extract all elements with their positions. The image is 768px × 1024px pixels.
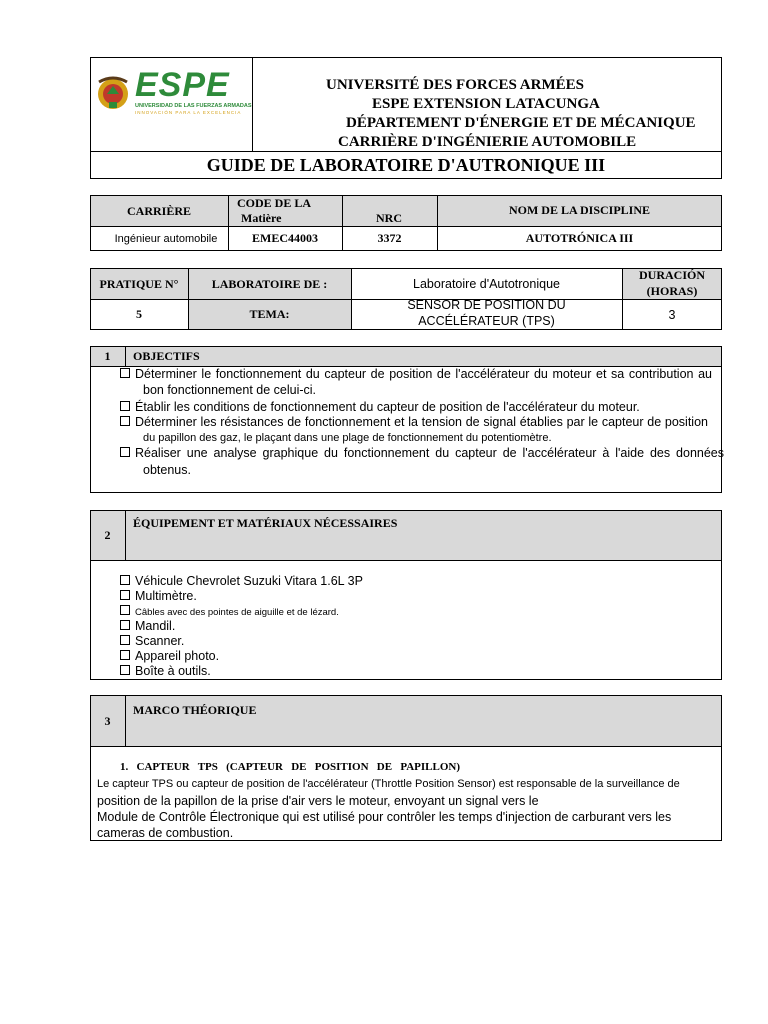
- equipment-item: [120, 634, 184, 649]
- discipline-header: NOM DE LA DISCIPLINE: [508, 202, 651, 217]
- code-value: EMEC44003: [252, 231, 318, 245]
- equipment-text: Véhicule Chevrolet Suzuki Vitara 1.6L 3P: [135, 574, 363, 588]
- tema-label: TEMA:: [249, 307, 290, 321]
- objective-text: Déterminer le fonctionnement du capteur de position de l'accélérateur du moteur et sa contribution au: [135, 367, 712, 381]
- equipment-text: Scanner.: [135, 634, 185, 648]
- tema-value-line2: ACCÉLÉRATEUR (TPS): [418, 314, 555, 328]
- pratique-value: 5: [136, 307, 142, 321]
- section-3-number: 3: [104, 713, 111, 728]
- code-header-line2: Matière: [241, 211, 282, 225]
- objective-text: Réaliser une analyse graphique du fonctionnement du capteur de l'accélérateur à l'aide des données: [135, 446, 724, 460]
- equipment-text: Appareil photo.: [135, 649, 220, 663]
- guide-title: GUIDE DE LABORATOIRE D'AUTRONIQUE III: [206, 155, 606, 175]
- objective-item: [120, 400, 640, 415]
- tema-value-line1: SENSOR DE POSITION DU: [407, 298, 566, 312]
- duracion-label-line2: (HORAS): [646, 284, 698, 298]
- section-3-title: MARCO THÉORIQUE: [133, 703, 257, 717]
- marco-paragraph-line: Le capteur TPS ou capteur de position de l'accélérateur (Throttle Position Sensor) est responsable de la surveillance de: [97, 778, 680, 790]
- nrc-header: NRC: [376, 211, 402, 225]
- header-divider: [252, 57, 253, 151]
- laboratoire-label: LABORATOIRE DE :: [211, 276, 328, 291]
- section-equipement-rule: [90, 560, 722, 561]
- checkbox-icon: [120, 590, 130, 600]
- section-marco-divider: [125, 695, 126, 746]
- marco-paragraph-line: cameras de combustion.: [97, 826, 234, 840]
- duracion-value: 3: [668, 307, 676, 322]
- equipment-item: [120, 574, 363, 589]
- marco-paragraph-line: position de la papillon de la prise d'air vers le moteur, envoyant un signal vers le: [97, 794, 539, 808]
- objective-text: Établir les conditions de fonctionnement du capteur de position de l'accélérateur du moteur.: [135, 400, 640, 414]
- checkbox-icon: [120, 368, 130, 378]
- espe-seal-icon: [93, 72, 133, 112]
- objective-item: [120, 415, 708, 430]
- objective-text: Déterminer les résistances de fonctionnement et la tension de signal établies par le capteur de position: [135, 415, 708, 429]
- duracion-label-line1: DURACIÓN: [639, 268, 705, 282]
- objective-item: [120, 446, 724, 461]
- equipment-item: [120, 589, 197, 604]
- checkbox-icon: [120, 605, 130, 615]
- marco-paragraph-line: Module de Contrôle Électronique qui est utilisé pour contrôler les temps d'injection de carburant vers les: [97, 810, 672, 824]
- equipment-text: Mandil.: [135, 619, 176, 633]
- logo-tagline: INNOVACIÓN PARA LA EXCELENCIA: [135, 110, 242, 115]
- equipment-item: [120, 605, 339, 620]
- checkbox-icon: [120, 620, 130, 630]
- pratique-label: PRATIQUE N°: [99, 276, 179, 291]
- code-header-line1: CODE DE LA: [237, 196, 312, 210]
- objective-item-continued: obtenus.: [143, 463, 191, 477]
- objective-item-continued: bon fonctionnement de celui-ci.: [143, 383, 317, 397]
- checkbox-icon: [120, 401, 130, 411]
- marco-subheading: 1. CAPTEUR TPS (CAPTEUR DE POSITION DE PAPILLON): [120, 761, 461, 773]
- objective-item-continued: du papillon des gaz, le plaçant dans une plage de fonctionnement du potentiomètre.: [143, 432, 552, 444]
- logo-brand: ESPE: [135, 66, 230, 104]
- equipment-item: [120, 649, 219, 664]
- carriere-value: Ingénieur automobile: [114, 232, 218, 245]
- espe-logo: [93, 66, 252, 118]
- checkbox-icon: [120, 416, 130, 426]
- header-university: UNIVERSITÉ DES FORCES ARMÉES: [326, 77, 584, 93]
- section-equipement-divider: [125, 510, 126, 560]
- carriere-header: CARRIÈRE: [126, 203, 191, 218]
- checkbox-icon: [120, 635, 130, 645]
- equipment-item: [120, 619, 175, 634]
- equipment-text: Câbles avec des pointes de aiguille et de lézard.: [135, 607, 339, 618]
- section-1-title: OBJECTIFS: [133, 349, 200, 363]
- checkbox-icon: [120, 650, 130, 660]
- checkbox-icon: [120, 447, 130, 457]
- logo-subtitle: UNIVERSIDAD DE LAS FUERZAS ARMADAS: [135, 103, 252, 109]
- section-2-number: 2: [104, 528, 111, 542]
- section-objectifs-divider: [125, 346, 126, 366]
- nrc-value: 3372: [377, 231, 402, 245]
- section-1-number: 1: [104, 349, 111, 363]
- equipment-text: Multimètre.: [135, 589, 197, 603]
- section-2-title: ÉQUIPEMENT ET MATÉRIAUX NÉCESSAIRES: [133, 516, 398, 530]
- discipline-value: AUTOTRÓNICA III: [525, 231, 634, 245]
- header-department: DÉPARTEMENT D'ÉNERGIE ET DE MÉCANIQUE: [346, 115, 696, 131]
- header-extension: ESPE EXTENSION LATACUNGA: [372, 96, 600, 112]
- equipment-item: [120, 664, 211, 679]
- objective-item: [120, 367, 712, 382]
- equipment-text: Boîte à outils.: [135, 664, 211, 678]
- header-career: CARRIÈRE D'INGÉNIERIE AUTOMOBILE: [338, 134, 637, 150]
- section-marco-rule: [90, 746, 722, 747]
- laboratoire-value: Laboratoire d'Autotronique: [413, 277, 560, 291]
- checkbox-icon: [120, 575, 130, 585]
- checkbox-icon: [120, 665, 130, 675]
